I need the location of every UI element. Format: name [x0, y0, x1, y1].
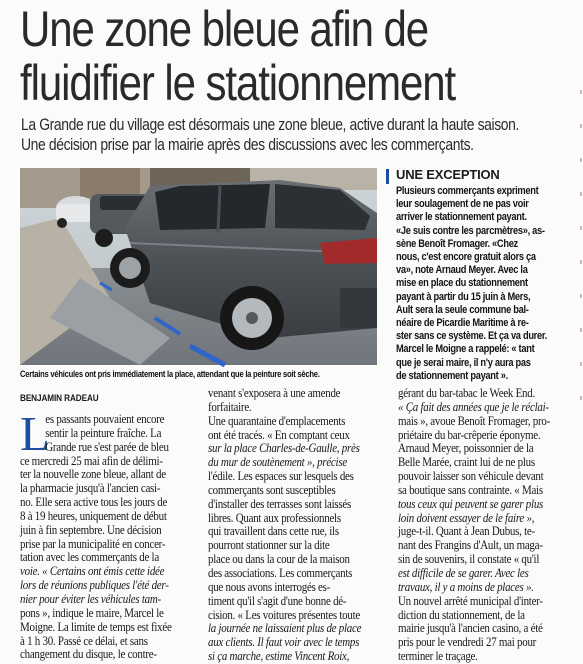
article-line: no. Elle sera active tous les jours de [20, 495, 168, 510]
article-line: aux clients. Il faut voir avec le temps [208, 635, 360, 650]
sidebar-accent-bar [386, 169, 389, 184]
article-line: pourront stationner sur la dite [208, 538, 330, 553]
sidebar-line: néaire de Picardie Maritime à re- [396, 317, 529, 330]
sidebar-line: Ault sera la seule commune bal- [396, 303, 529, 316]
article-line: diction du stationnement, de la [398, 607, 525, 622]
article-line: tous ceux qui peuvent se garer plus [398, 496, 544, 511]
dropcap: L [20, 406, 50, 461]
article-line: mais », avoue Benoît Fromager, pro- [398, 413, 551, 428]
article-line: tation avec les commerçants de la [20, 550, 159, 565]
headline [20, 2, 574, 110]
sidebar-line: Plusieurs commerçants expriment [396, 185, 539, 197]
article-line: terminer le traçage. [398, 649, 478, 664]
article-line: Un nouvel arrêté municipal d'inter- [398, 593, 543, 608]
sidebar-line: nous, c'est encore gratuit alors ça [396, 251, 536, 264]
article-line: est difficile de se garer. Avec les [398, 565, 529, 580]
article-line: Moigne. La limite de temps est fixée [20, 619, 172, 634]
article-line: lors de réunions publiques l'été der- [20, 578, 169, 593]
article-line: du mur de soutènement », précise [208, 455, 347, 470]
article-line: Une quarantaine d'emplacements [208, 413, 346, 428]
sidebar-line: Marcel le Moigne a rappelé: « tant [396, 343, 535, 356]
article-line: que nous avons interrogés es- [208, 579, 331, 594]
article-line: si ça marche, estime Vincent Roix, [208, 649, 350, 664]
sidebar-title: UNE EXCEPTION [396, 167, 500, 182]
article-line: juin à fin septembre. Une décision [20, 522, 162, 537]
page-edge-marks [573, 80, 583, 420]
sidebar-line: ster sans ce système. Et ça va durer. [396, 330, 547, 343]
article-line: priétaire du bar-crêperie éponyme. [398, 427, 541, 442]
headline-line-2: fluidifier le stationnement [20, 55, 456, 111]
sidebar-line: arriver le stationnement payant. [396, 211, 527, 224]
photo-illustration [20, 168, 377, 365]
article-line: la journée ne laissaient plus de place [208, 621, 362, 636]
article-line: forfaitaire. [208, 399, 252, 414]
headline-line-1: Une zone bleue afin de [20, 1, 428, 57]
article-line: sa boutique sans contrainte. « Mais [398, 482, 543, 497]
article-line: nier pour éviter les véhicules tam- [20, 591, 161, 606]
sidebar-line: sène Benoît Fromager. «Chez [396, 237, 518, 250]
article-line: Arnaud Meyer, poissonnier de la [398, 441, 534, 456]
article-line: sin de souvenirs, il constate « qu'il [398, 552, 540, 567]
article-line: ter la nouvelle zone bleue, allant de [20, 467, 166, 482]
article-line: gérant du bar-tabac le Week End. [398, 386, 535, 400]
article-line: cision. « Les voitures présentes toute [208, 607, 360, 622]
article-line: ont été tracés. « En comptant ceux [208, 427, 350, 442]
sidebar-line: payant à partir du 15 juin à Mers, [396, 290, 531, 303]
sidebar-line: va», note Arnaud Meyer. Avec la [396, 264, 528, 277]
article-line: es passants pouvaient encore [45, 412, 165, 426]
article-line: sur la place Charles-de-Gaulle, près [208, 441, 360, 456]
article-line: qui travaillent dans cette rue, ils [208, 524, 339, 539]
article-line: voie. « Certains ont émis cette idée [20, 564, 165, 579]
article-column-2 [208, 387, 388, 664]
article-line: des associations. Les commerçants [208, 565, 353, 580]
article-line: timent qu'il s'agit d'une bonne dé- [208, 593, 347, 608]
byline: BENJAMIN RADEAU [20, 393, 99, 404]
article-line: Grande rue s'est parée de bleu [45, 439, 169, 454]
sidebar-line: «Je suis contre les parcmètres», as- [396, 224, 545, 237]
sidebar-text [396, 185, 568, 383]
sidebar-line: mise en place du stationnement [396, 277, 528, 290]
sidebar-line: que je serai maire, il n'y aura pas [396, 356, 531, 369]
article-line: la pharmacie jusqu'à l'ancien casi- [20, 481, 161, 496]
article-column-3 [398, 387, 578, 664]
article-line: pons », indique le maire, Marcel le [20, 605, 164, 620]
article-line: « Ça fait des années que je le réclai- [398, 399, 549, 414]
article-line: venant s'exposera à une amende [208, 386, 341, 400]
article-line: Belle Marée, craint lui de ne plus [398, 455, 535, 470]
article-line: ce mercredi 25 mai afin de délimi- [20, 453, 163, 468]
article-line: mairie jusqu'à l'ancien casino, a été [398, 621, 543, 636]
article-line: changement du disque, le contre- [20, 647, 157, 662]
article-line: prise par la municipalité en concer- [20, 536, 166, 551]
article-line: d'installer des terrasses sont laissés [208, 496, 351, 511]
lead-line-2: Une décision prise par la mairie après des discussions avec les commerçants. [21, 136, 474, 154]
article-line: place ou dans la cour de la maison [208, 552, 350, 567]
photo-caption: Certains véhicules ont pris immédiatement la place, attendant que la peinture soit sèche. [20, 369, 320, 380]
article-line: à 1 h 30. Passé ce délai, et sans [20, 633, 148, 648]
photo-parked-car [20, 168, 377, 365]
article-line: pris pour le vendredi 27 mai pour [398, 635, 537, 650]
article-line: libres. Quant aux professionnels [208, 510, 341, 525]
article-line: l'édile. Les espaces sur lesquels des [208, 469, 354, 484]
sidebar-line: leur soulagement de ne pas voir [396, 198, 529, 211]
sidebar-box [386, 166, 570, 381]
article-line: nant des Frangins d'Ault, un maga- [398, 538, 543, 553]
lead-line-1: La Grande rue du village est désormais une zone bleue, active durant la haute saison. [21, 116, 520, 134]
article-line: pouvoir laisser son véhicule devant [398, 469, 544, 484]
sidebar-line: de stationnement payant ». [396, 369, 508, 382]
article-line: travaux, il y a moins de places ». [398, 579, 534, 594]
article-line: 8 à 19 heures, uniquement de début [20, 508, 167, 523]
article-line: juge-t-il. Quant à Jean Dubus, te- [398, 524, 535, 539]
article-line: loin doivent essayer de le faire », [398, 510, 535, 525]
article-column-1 [20, 406, 200, 662]
article-line: commerçants sont susceptibles [208, 482, 336, 497]
article-line: sentir la peinture fraîche. La [45, 425, 162, 440]
lead-paragraph [21, 115, 580, 155]
